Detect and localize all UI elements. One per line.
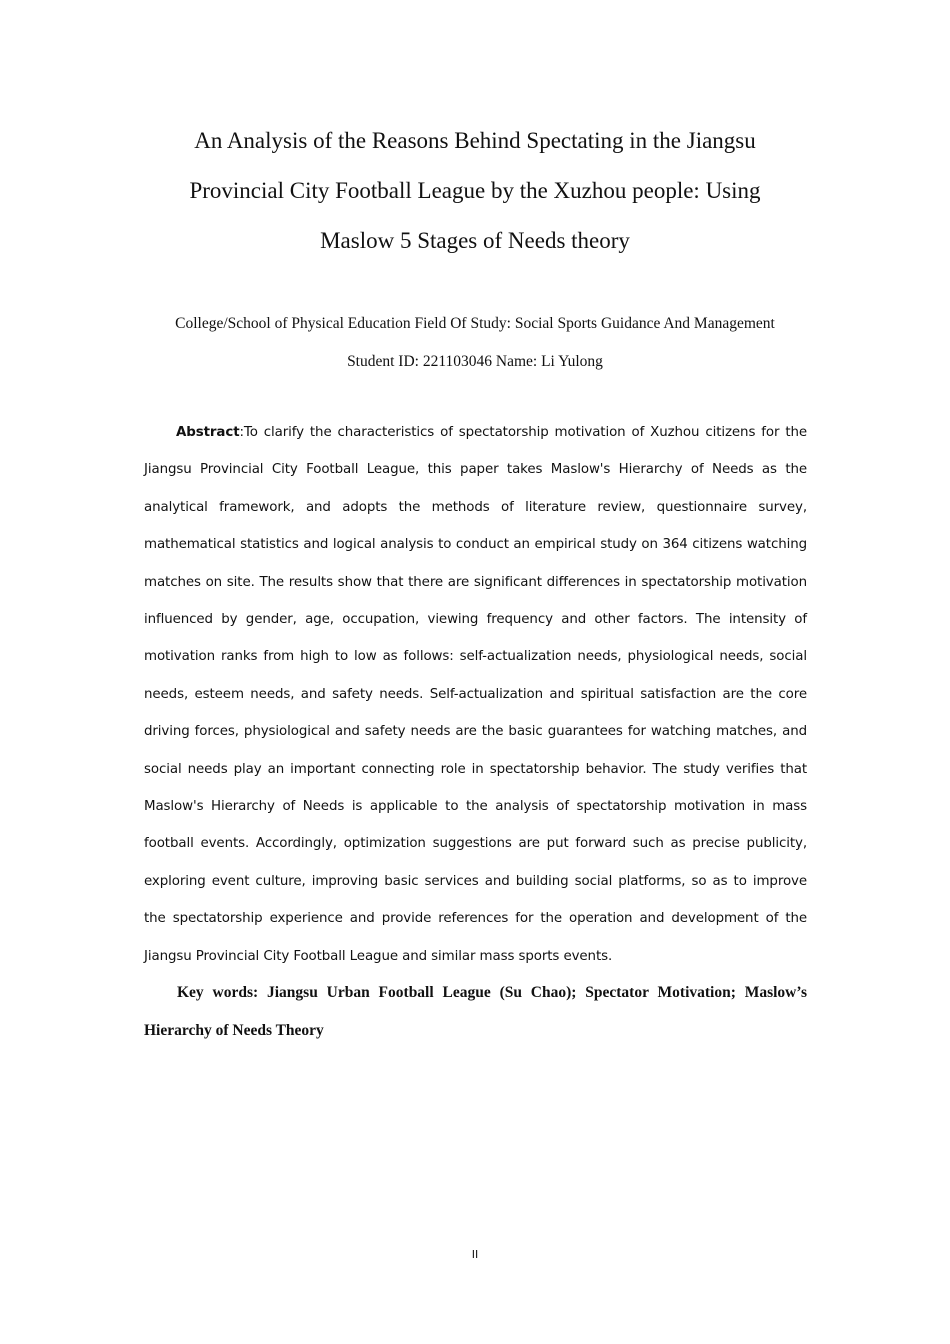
paper-title: An Analysis of the Reasons Behind Spectating in the Jiangsu Provincial City Football League by the Xuzhou people: Using Maslow 5 Stages of Needs theory	[189, 128, 761, 253]
student-line: Student ID: 221103046 Name: Li Yulong	[347, 353, 603, 370]
abstract-text: :To clarify the characteristics of spectatorship motivation of Xuzhou citizens for the Jiangsu Provincial City Football League, this paper takes Maslow's Hierarchy of Needs as the analytical framework, and adopts the methods of literature review, questionnaire survey, mathematical statistics and logical analysis to conduct an empirical study on 364 citizens watching matches on site. The results show that there are significant differences in spectatorship motivation influenced by gender, age, occupation, viewing frequency and other factors. The intensity of motivation ranks from high to low as follows: self-actualization needs, physiological needs, social needs, esteem needs, and safety needs. Self-actualization and spiritual satisfaction are the core driving forces, physiological and safety needs are the basic guarantees for watching matches, and social needs play an important connecting role in spectatorship behavior. The study verifies that Maslow's Hierarchy of Needs is applicable to the analysis of spectatorship motivation in mass football events. Accordingly, optimization suggestions are put forward such as precise publicity, exploring event culture, improving basic services and building social platforms, so as to improve the spectatorship experience and provide references for the operation and development of the Jiangsu Provincial City Football League and similar mass sports events.	[144, 425, 807, 964]
keywords-paragraph: Key words: Jiangsu Urban Football League (Su Chao); Spectator Motivation; Maslow’s Hierarchy of Needs Theory	[144, 984, 807, 1039]
abstract-label: Abstract	[176, 425, 240, 440]
page-number: II	[471, 1248, 479, 1261]
author-block	[120, 305, 830, 381]
college-line: College/School of Physical Education Field Of Study: Social Sports Guidance And Management	[175, 315, 775, 332]
abstract-paragraph	[144, 414, 807, 975]
